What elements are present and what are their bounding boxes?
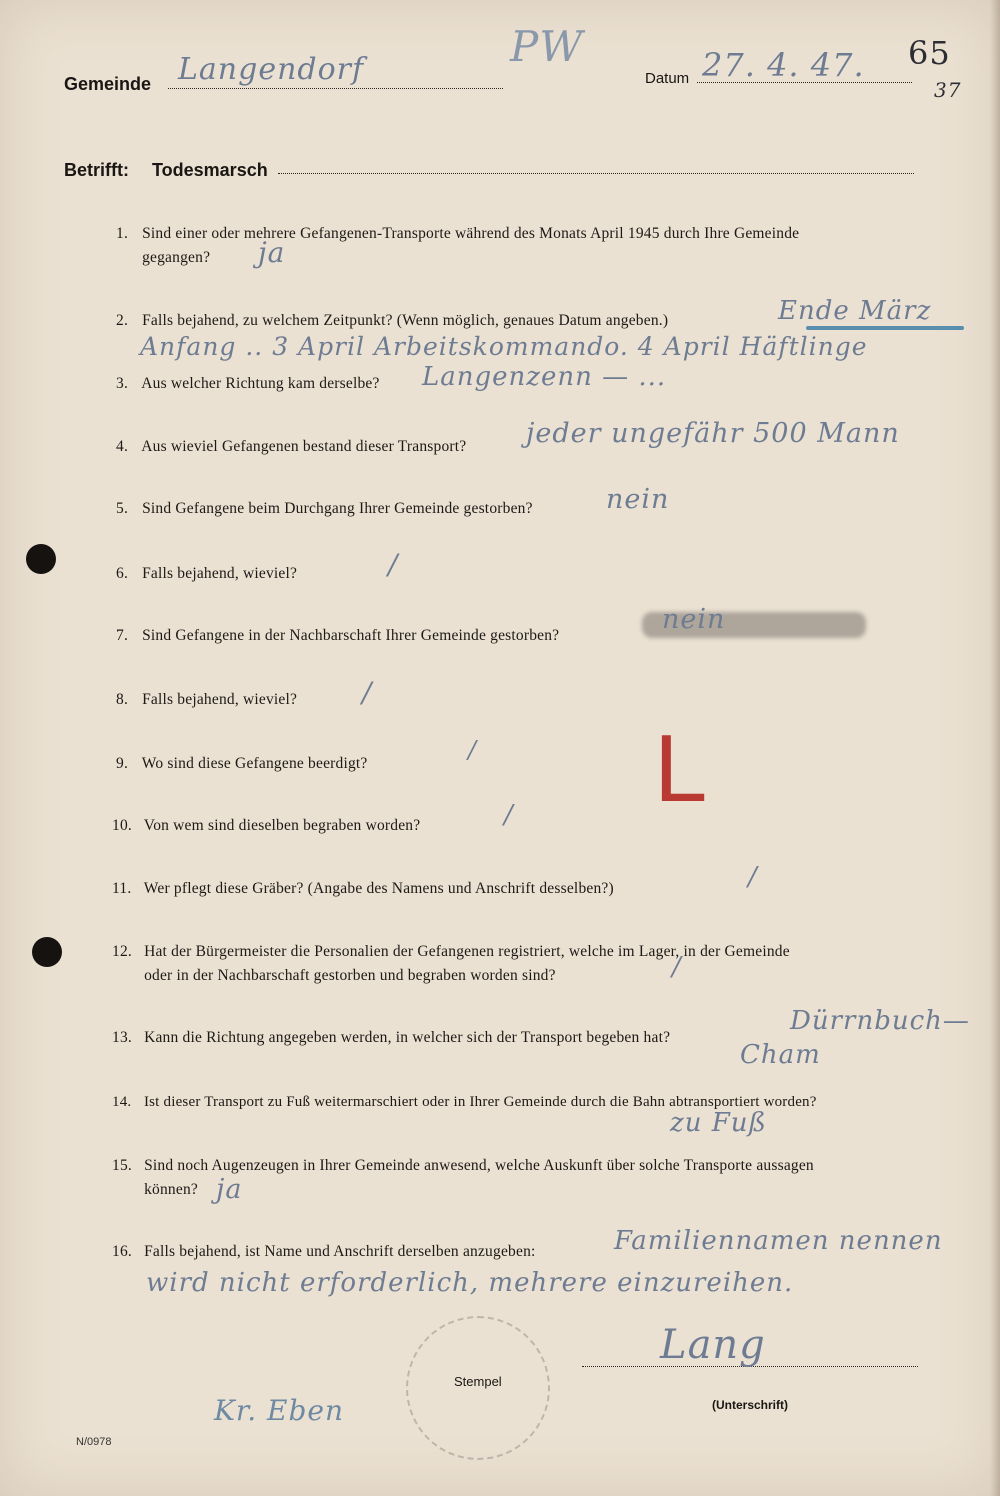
answer-15: ja (216, 1174, 243, 1205)
paper-edge (990, 0, 1000, 1496)
answer-13: Dürrnbuch— (790, 1006, 970, 1036)
answer-13-line2: Cham (740, 1040, 821, 1070)
punch-hole-top (26, 544, 56, 574)
question-text: Sind einer oder mehrere Gefangenen-Transporte während des Monats April 1945 durch Ihre Gemeinde (142, 225, 800, 242)
unterschrift-label: (Unterschrift) (712, 1398, 789, 1412)
gemeinde-line (168, 88, 503, 89)
question-15: 15. Sind noch Augenzeugen in Ihrer Gemeinde anwesend, welche Auskunft über solche Transporte aussagen können? (112, 1157, 814, 1198)
answer-5: nein (606, 484, 670, 515)
answer-11: / (748, 862, 758, 892)
answer-9: / (468, 736, 478, 764)
answer-16-line2: wird nicht erforderlich, mehrere einzureihen. (146, 1268, 794, 1298)
answer-16: Familiennamen nennen (614, 1226, 943, 1256)
question-text-line2: gegangen? (142, 249, 211, 266)
question-13: 13. Kann die Richtung angegeben werden, in welcher sich der Transport begeben hat? (112, 1029, 671, 1046)
question-11: 11. Wer pflegt diese Gräber? (Angabe des Namens und Anschrift desselben?) (112, 880, 614, 897)
answer-12: / (672, 952, 682, 982)
blue-underline-mark (806, 326, 964, 330)
gemeinde-value: Langendorf (178, 52, 365, 87)
question-7: 7. Sind Gefangene in der Nachbarschaft Ihrer Gemeinde gestorben? (116, 627, 560, 644)
question-8: 8. Falls bejahend, wieviel? (116, 691, 298, 708)
subject-value: Todesmarsch (152, 160, 268, 180)
question-16: 16. Falls bejahend, ist Name und Anschrift derselben anzugeben: (112, 1243, 536, 1260)
punch-hole-bottom (32, 937, 62, 967)
answer-14: zu Fuß (670, 1108, 767, 1138)
question-number: 1. (116, 225, 129, 242)
answer-2: Ende März (778, 296, 932, 326)
question-10: 10. Von wem sind dieselben begraben worden? (112, 817, 421, 834)
question-9: 9. Wo sind diese Gefangene beerdigt? (116, 755, 368, 772)
datum-value: 27. 4. 47. (702, 46, 865, 84)
question-6: 6. Falls bejahend, wieviel? (116, 565, 298, 582)
initials: PW (510, 22, 584, 71)
signature: Lang (660, 1322, 766, 1368)
red-check-mark: L (654, 715, 709, 822)
question-3: 3. Aus welcher Richtung kam derselbe? (116, 375, 380, 392)
answer-8: / (362, 676, 373, 709)
subject-label: Betrifft: (64, 160, 129, 180)
gemeinde-label: Gemeinde (64, 74, 152, 94)
answer-3: Langenzenn — ... (422, 362, 667, 392)
question-14: 14. Ist dieser Transport zu Fuß weitermarschiert oder in Ihrer Gemeinde durch die Bahn abtransportiert worden? (112, 1094, 817, 1110)
bottom-left-note: Kr. Eben (214, 1394, 344, 1427)
answer-1: ja (258, 236, 286, 269)
answer-6: / (388, 548, 399, 581)
page-number-sub: 37 (934, 78, 962, 102)
datum-label: Datum (645, 70, 690, 87)
question-12: 12. Hat der Bürgermeister die Personalien der Gefangenen registriert, welche im Lager, in der Gemeinde oder in der Nachbarschaft gestorben und begraben worden sind? (112, 943, 790, 984)
question-4: 4. Aus wieviel Gefangenen bestand dieser Transport? (116, 438, 467, 455)
answer-4: jeder ungefähr 500 Mann (526, 418, 900, 449)
question-2: 2. Falls bejahend, zu welchem Zeitpunkt? (Wenn möglich, genaues Datum angeben.) (116, 312, 669, 329)
page-number-top: 65 (908, 34, 951, 72)
answer-2-line2: Anfang .. 3 April Arbeitskommando. 4 April Häftlinge (140, 332, 868, 361)
answer-10: / (504, 800, 514, 830)
answer-7: nein (662, 604, 726, 635)
question-1 (116, 222, 799, 270)
question-5: 5. Sind Gefangene beim Durchgang Ihrer Gemeinde gestorben? (116, 500, 533, 517)
form-code: N/0978 (76, 1436, 112, 1448)
stempel-label: Stempel (454, 1374, 502, 1389)
subject-line (278, 173, 914, 174)
